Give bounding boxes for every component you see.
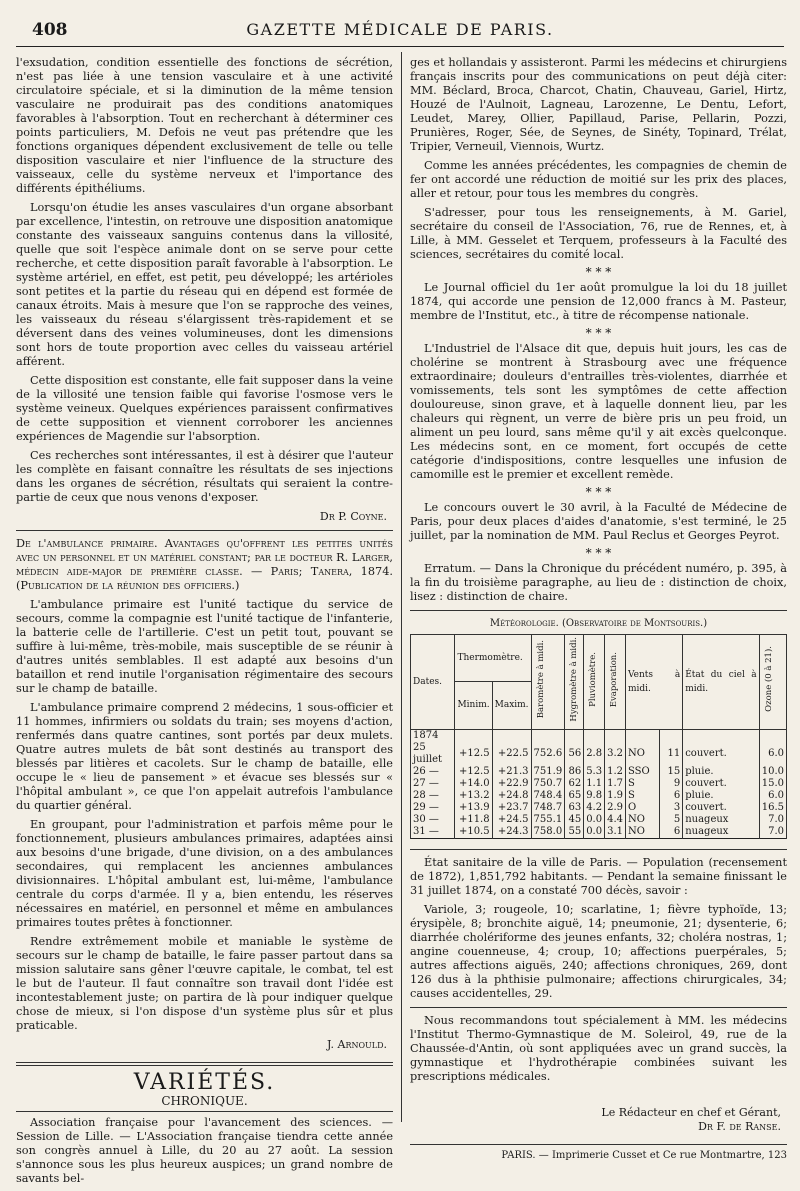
table-cell: 65 [565,790,584,802]
paragraph: Cette disposition est constante, elle fait supposer dans la veine de la villosité une tension faible qui favorise l'osmose vers le système veineux. Quelques expériences paraissent confirmatives de cette supposition et viennent corroborer les anciennes expériences de Magendie sur l'absorption. [16,374,393,443]
asterism: * * * [585,265,612,279]
paragraph: L'ambulance primaire est l'unité tactique du service de secours, comme la compagnie est l'unité tactique de l'infanterie, la batterie celle de l'artillerie. C'est un petit tout, pouvant se suffire à lui-même, très-mobile, mais susceptible de se réunir à d'autres unités semblables. Il est adapté aux besoins d'un bataillon et rend inutile l'organisation régimentaire des secours sur le champ de bataille. [16,598,393,695]
table-cell: 63 [565,802,584,814]
paragraph: Comme les années précédentes, les compagnies de chemin de fer ont accordé une réduction de moitié sur les prix des places, aller et retour, pour tous les membres du congrès. [410,159,787,200]
table-cell: 5.3 [584,766,605,778]
signature-coyne: Dr P. Coyne. [319,510,387,523]
page-header [16,18,784,47]
rule [16,530,393,531]
table-cell: +24.3 [492,826,531,839]
table-row [411,802,787,814]
paragraph: Nous recommandons tout spécialement à MM. les médecins l'Institut Thermo-Gymnastique de M. Soleirol, 49, rue de la Chaussée-d'Antin, où sont appliquées avec un grand succès, la gymnastique et l'hydrothérapie combinées suivant les prescriptions médicales. [410,1013,787,1083]
table-cell: 9 [660,778,683,790]
table-cell: couvert. [683,802,759,814]
paragraph: Rendre extrêmement mobile et maniable le système de secours sur le champ de bataille, le faire passer partout dans sa mission salutaire sans gêner l'œuvre capitale, le combat, tel est le but de l'auteur. Il faut connaître son travail dont l'idée est incontestablement juste; on partira de là pour indiquer quelque chose de mieux, si l'on dispose d'un système plus sûr et plus praticable. [16,935,393,1032]
table-cell: couvert. [683,778,759,790]
table-cell: +12.5 [455,766,492,778]
table-cell: +21.3 [492,766,531,778]
table-cell: 3 [660,802,683,814]
col-header-ozone: Ozone (0 à 21). [759,635,786,730]
rule [410,1007,787,1008]
table-cell: NO [626,826,660,839]
table-cell: 4.2 [584,802,605,814]
table-cell: 1.1 [584,778,605,790]
table-row [411,814,787,826]
col-header-evap: Evaporation. [605,635,626,730]
page-number: 408 [32,20,68,40]
editor-name: Dr F. de Ranse. [698,1119,781,1133]
paragraph: Variole, 3; rougeole, 10; scarlatine, 1; fièvre typhoïde, 13; érysipèle, 8; bronchite aiguë, 14; pneumonie, 21; dysenterie, 6; diarrhée cholériforme des jeunes enfants, 32; choléra nostras, 1; angine couenneuse, 4; croup, 10; affections puerpérales, 5; autres affections aiguës, 240; affections chroniques, 269, dont 126 dus à la phthisie pulmonaire; affections chirurgicales, 34; causes accidentelles, 29. [410,902,787,1000]
table-cell: 748.7 [531,802,565,814]
table-row [411,826,787,839]
table-cell: 758.0 [531,826,565,839]
table-row [411,742,787,766]
table-row [411,778,787,790]
table-cell: NO [626,814,660,826]
table-cell: 751.9 [531,766,565,778]
table-cell: nuageux [683,814,759,826]
editor-line: Le Rédacteur en chef et Gérant, [601,1105,781,1119]
table-cell: 6 [660,790,683,802]
paragraph: État sanitaire de la ville de Paris. — Population (recensement de 1872), 1,851,792 habitants. — Pendant la semaine finissant le 31 juillet 1874, on a constaté 700 décès, savoir : [410,855,787,897]
table-cell: +23.7 [492,802,531,814]
table-row [411,766,787,778]
table-row [411,790,787,802]
table-cell: +14.0 [455,778,492,790]
paragraph: L'ambulance primaire comprend 2 médecins, 1 sous-officier et 11 hommes, infirmiers ou soldats du train; ses moyens d'action, renfermés dans quatre cantines, sont portés par deux mulets. Quatre autres mulets de bât sont destinés au transport des blessés par litières et cacolets. Sur le champ de bataille, elle occupe le « lieu de pansement » et évacue ses blessés sur « l'hôpital ambulant », ce que l'on appelait autrefois l'ambulance du quartier général. [16,701,393,812]
table-cell: +22.9 [492,778,531,790]
col-header-pluvio: Pluviomètre. [584,635,605,730]
col-header-baro: Baromètre à midi. [531,635,565,730]
paragraph: Le Journal officiel du 1er août promulgue la loi du 18 juillet 1874, qui accorde une pension de 12,000 francs à M. Pasteur, membre de l'Institut, etc., à titre de récompense nationale. [410,281,787,322]
table-cell: S [626,790,660,802]
table-cell: 1.9 [605,790,626,802]
table-cell: +11.8 [455,814,492,826]
paragraph: Ces recherches sont intéressantes, il est à désirer que l'auteur les complète en faisant connaître les résultats de ses injections dans les organes de sécrétion, résultats qui seraient la contre-partie de ceux que nous venons d'exposer. [16,449,393,504]
table-cell: 752.6 [531,742,565,766]
table-cell: 6.0 [759,742,786,766]
table-cell: NO [626,742,660,766]
table-cell: 1.7 [605,778,626,790]
table-cell: O [626,802,660,814]
table-cell: 3.2 [605,742,626,766]
asterism: * * * [585,546,612,560]
table-cell: 16.5 [759,802,786,814]
col-header-thermo: Thermomètre. [455,635,531,682]
asterism: * * * [585,326,612,340]
table-cell: 30 — [411,814,455,826]
column-divider [401,52,402,1122]
table-cell: +22.5 [492,742,531,766]
table-cell: 26 — [411,766,455,778]
section-title-varietes: VARIÉTÉS. [133,1070,276,1095]
table-cell: +10.5 [455,826,492,839]
erratum: Erratum. — Dans la Chronique du précédent numéro, p. 395, à la fin du troisième paragraphe, au lieu de : distinction de choix, lisez : distinction de chaire. [410,562,787,603]
table-cell: nuageux [683,826,759,839]
table-cell: +13.2 [455,790,492,802]
rule [410,849,787,850]
table-cell: 55 [565,826,584,839]
paragraph: L'Industriel de l'Alsace dit que, depuis huit jours, les cas de cholérine se montrent à Strasbourg avec une fréquence extraordinaire; douleurs d'entrailles très-violentes, diarrhée et vomissements, tels sont les symptômes de cette affection douloureuse, sinon grave, et à laquelle donnent lieu, par les chaleurs qui règnent, un verre de bière pris un peu froid, un aliment un peu lourd, sans même qu'il y ait excès quelconque. Les médecins sont, en ce moment, fort occupés de cette catégorie d'indispositions, contre lesquelles une infusion de camomille est le premier et excellent remède. [410,342,787,481]
table-cell: 28 — [411,790,455,802]
review-title: De l'ambulance primaire. Avantages qu'offrent les petites unités avec un personnel et un matériel constant; par le docteur R. Larger, médecin aide-major de première classe. — Paris; Tanera, 1874. (Publication de la réunion des officiers.) [16,537,393,592]
table-cell: 86 [565,766,584,778]
table-cell: 27 — [411,778,455,790]
table-cell: 4.4 [605,814,626,826]
rule [410,610,787,611]
table-cell: 7.0 [759,814,786,826]
table-cell: 6.0 [759,790,786,802]
col-header-max: Maxim. [492,682,531,729]
table-cell: 6 [660,826,683,839]
paragraph: En groupant, pour l'administration et parfois même pour le fonctionnement, plusieurs ambulances primaires, adaptées ainsi aux besoins d'une brigade, d'une division, on a des ambulances secondaires, qui remplacent les anciennes ambulances divisionnaires. L'hôpital ambulant est, lui-même, l'ambulance centrale du corps d'armée. Il y a, bien entendu, les réserves nécessaires en matériel, en personnel et même en ambulances primaires toutes prêtes à fonctionner. [16,818,393,929]
meteo-table [410,634,787,839]
table-cell: 25 juillet [411,742,455,766]
paragraph: Le concours ouvert le 30 avril, à la Faculté de Médecine de Paris, pour deux places d'aides d'anatomie, s'est terminé, le 25 juillet, par la nomination de MM. Paul Reclus et Georges Peyrot. [410,501,787,542]
table-cell: 29 — [411,802,455,814]
table-cell: 748.4 [531,790,565,802]
table-cell: 750.7 [531,778,565,790]
table-cell: 1.2 [605,766,626,778]
table-cell: 2.8 [584,742,605,766]
meteo-title: Météorologie. (Observatoire de Montsouris.) [489,618,708,629]
table-cell: S [626,778,660,790]
paragraph: Lorsqu'on étudie les anses vasculaires d'un organe absorbant par excellence, l'intestin, on retrouve une disposition anatomique constante des vaisseaux sanguins contenus dans la villosité, quelle que soit l'espèce animale dont on se serve pour cette recherche, et cette disposition paraît favorable à l'absorption. Le système artériel, en effet, est petit, peu développé; les artérioles sont petites et la partie du réseau qui en dépend est formée de canaux étroits. Mais à mesure que l'on se rapproche des veines, les vaisseaux du réseau s'élargissent très-rapidement et se déversent dans des veines volumineuses, dont les dimensions sont hors de toute proportion avec celles du vaisseau artériel afférent. [16,201,393,368]
table-cell: 0.0 [584,814,605,826]
editor-credit [410,1106,781,1134]
table-cell: 31 — [411,826,455,839]
table-cell: 56 [565,742,584,766]
table-cell: 10.0 [759,766,786,778]
asterism: * * * [585,485,612,499]
subsection-title-chronique: CHRONIQUE. [16,1094,393,1112]
right-column [410,56,787,1163]
table-cell: 755.1 [531,814,565,826]
table-cell: couvert. [683,742,759,766]
col-header-hygro: Hygromètre à midi. [565,635,584,730]
table-cell: 45 [565,814,584,826]
col-header-dates: Dates. [411,635,455,730]
table-cell: +24.8 [492,790,531,802]
imprint: PARIS. — Imprimerie Cusset et Ce rue Montmartre, 123 [410,1144,787,1163]
paragraph: ges et hollandais y assisteront. Parmi les médecins et chirurgiens français inscrits pour des communications on peut déjà citer: MM. Béclard, Broca, Charcot, Chatin, Chauveau, Gariel, Hirtz, Houzé de l'Aulnoit, Lagneau, Larozenne, Le Dentu, Lefort, Leudet, Marey, Ollier, Papillaud, Parise, Pellarin, Pozzi, Prunières, Roger, Sée, de Seynes, de Sinéty, Topinard, Trélat, Tripier, Verneuil, Viennois, Wurtz. [410,56,787,153]
table-cell: SSO [626,766,660,778]
table-cell: pluie. [683,790,759,802]
running-head: GAZETTE MÉDICALE DE PARIS. [246,20,554,39]
left-column [16,56,393,1191]
table-cell: 7.0 [759,826,786,839]
table-cell: 3.1 [605,826,626,839]
col-header-ciel: État du ciel à midi. [683,635,759,730]
table-cell: +24.5 [492,814,531,826]
table-cell: 11 [660,742,683,766]
table-year: 1874 [411,729,455,742]
paragraph: Association française pour l'avancement des sciences. — Session de Lille. — L'Association française tiendra cette année son congrès annuel à Lille, du 20 au 27 août. La session s'annonce sous les plus heureux auspices; un grand nombre de savants bel- [16,1116,393,1185]
table-cell: 62 [565,778,584,790]
paragraph: S'adresser, pour tous les renseignements, à M. Gariel, secrétaire du conseil de l'Association, 76, rue de Rennes, et, à Lille, à MM. Gesselet et Terquem, professeurs à la Faculté des sciences, secrétaires du comité local. [410,206,787,261]
signature-arnould: J. Arnould. [326,1038,387,1051]
double-rule [16,1062,393,1066]
table-cell: 15 [660,766,683,778]
table-cell: 5 [660,814,683,826]
table-cell: +13.9 [455,802,492,814]
table-cell: 15.0 [759,778,786,790]
col-header-vents: Vents à midi. [626,635,683,730]
table-cell: 0.0 [584,826,605,839]
table-cell: pluie. [683,766,759,778]
table-cell: 9.8 [584,790,605,802]
paragraph: l'exsudation, condition essentielle des fonctions de sécrétion, n'est pas liée à une tension vasculaire et à une activité circulatoire spéciale, et si la diminution de la même tension vasculaire ne produirait pas des conditions anatomiques favorables à l'absorption. Tout en recherchant à déterminer ces points particuliers, M. Defois ne veut pas prétendre que les fonctions organiques dépendent exclusivement de telle ou telle disposition vasculaire et nier l'influence de la structure des vaisseaux, celle du système nerveux et l'importance des différents épithéliums. [16,56,393,195]
table-cell: +12.5 [455,742,492,766]
col-header-min: Minim. [455,682,492,729]
table-cell: 2.9 [605,802,626,814]
